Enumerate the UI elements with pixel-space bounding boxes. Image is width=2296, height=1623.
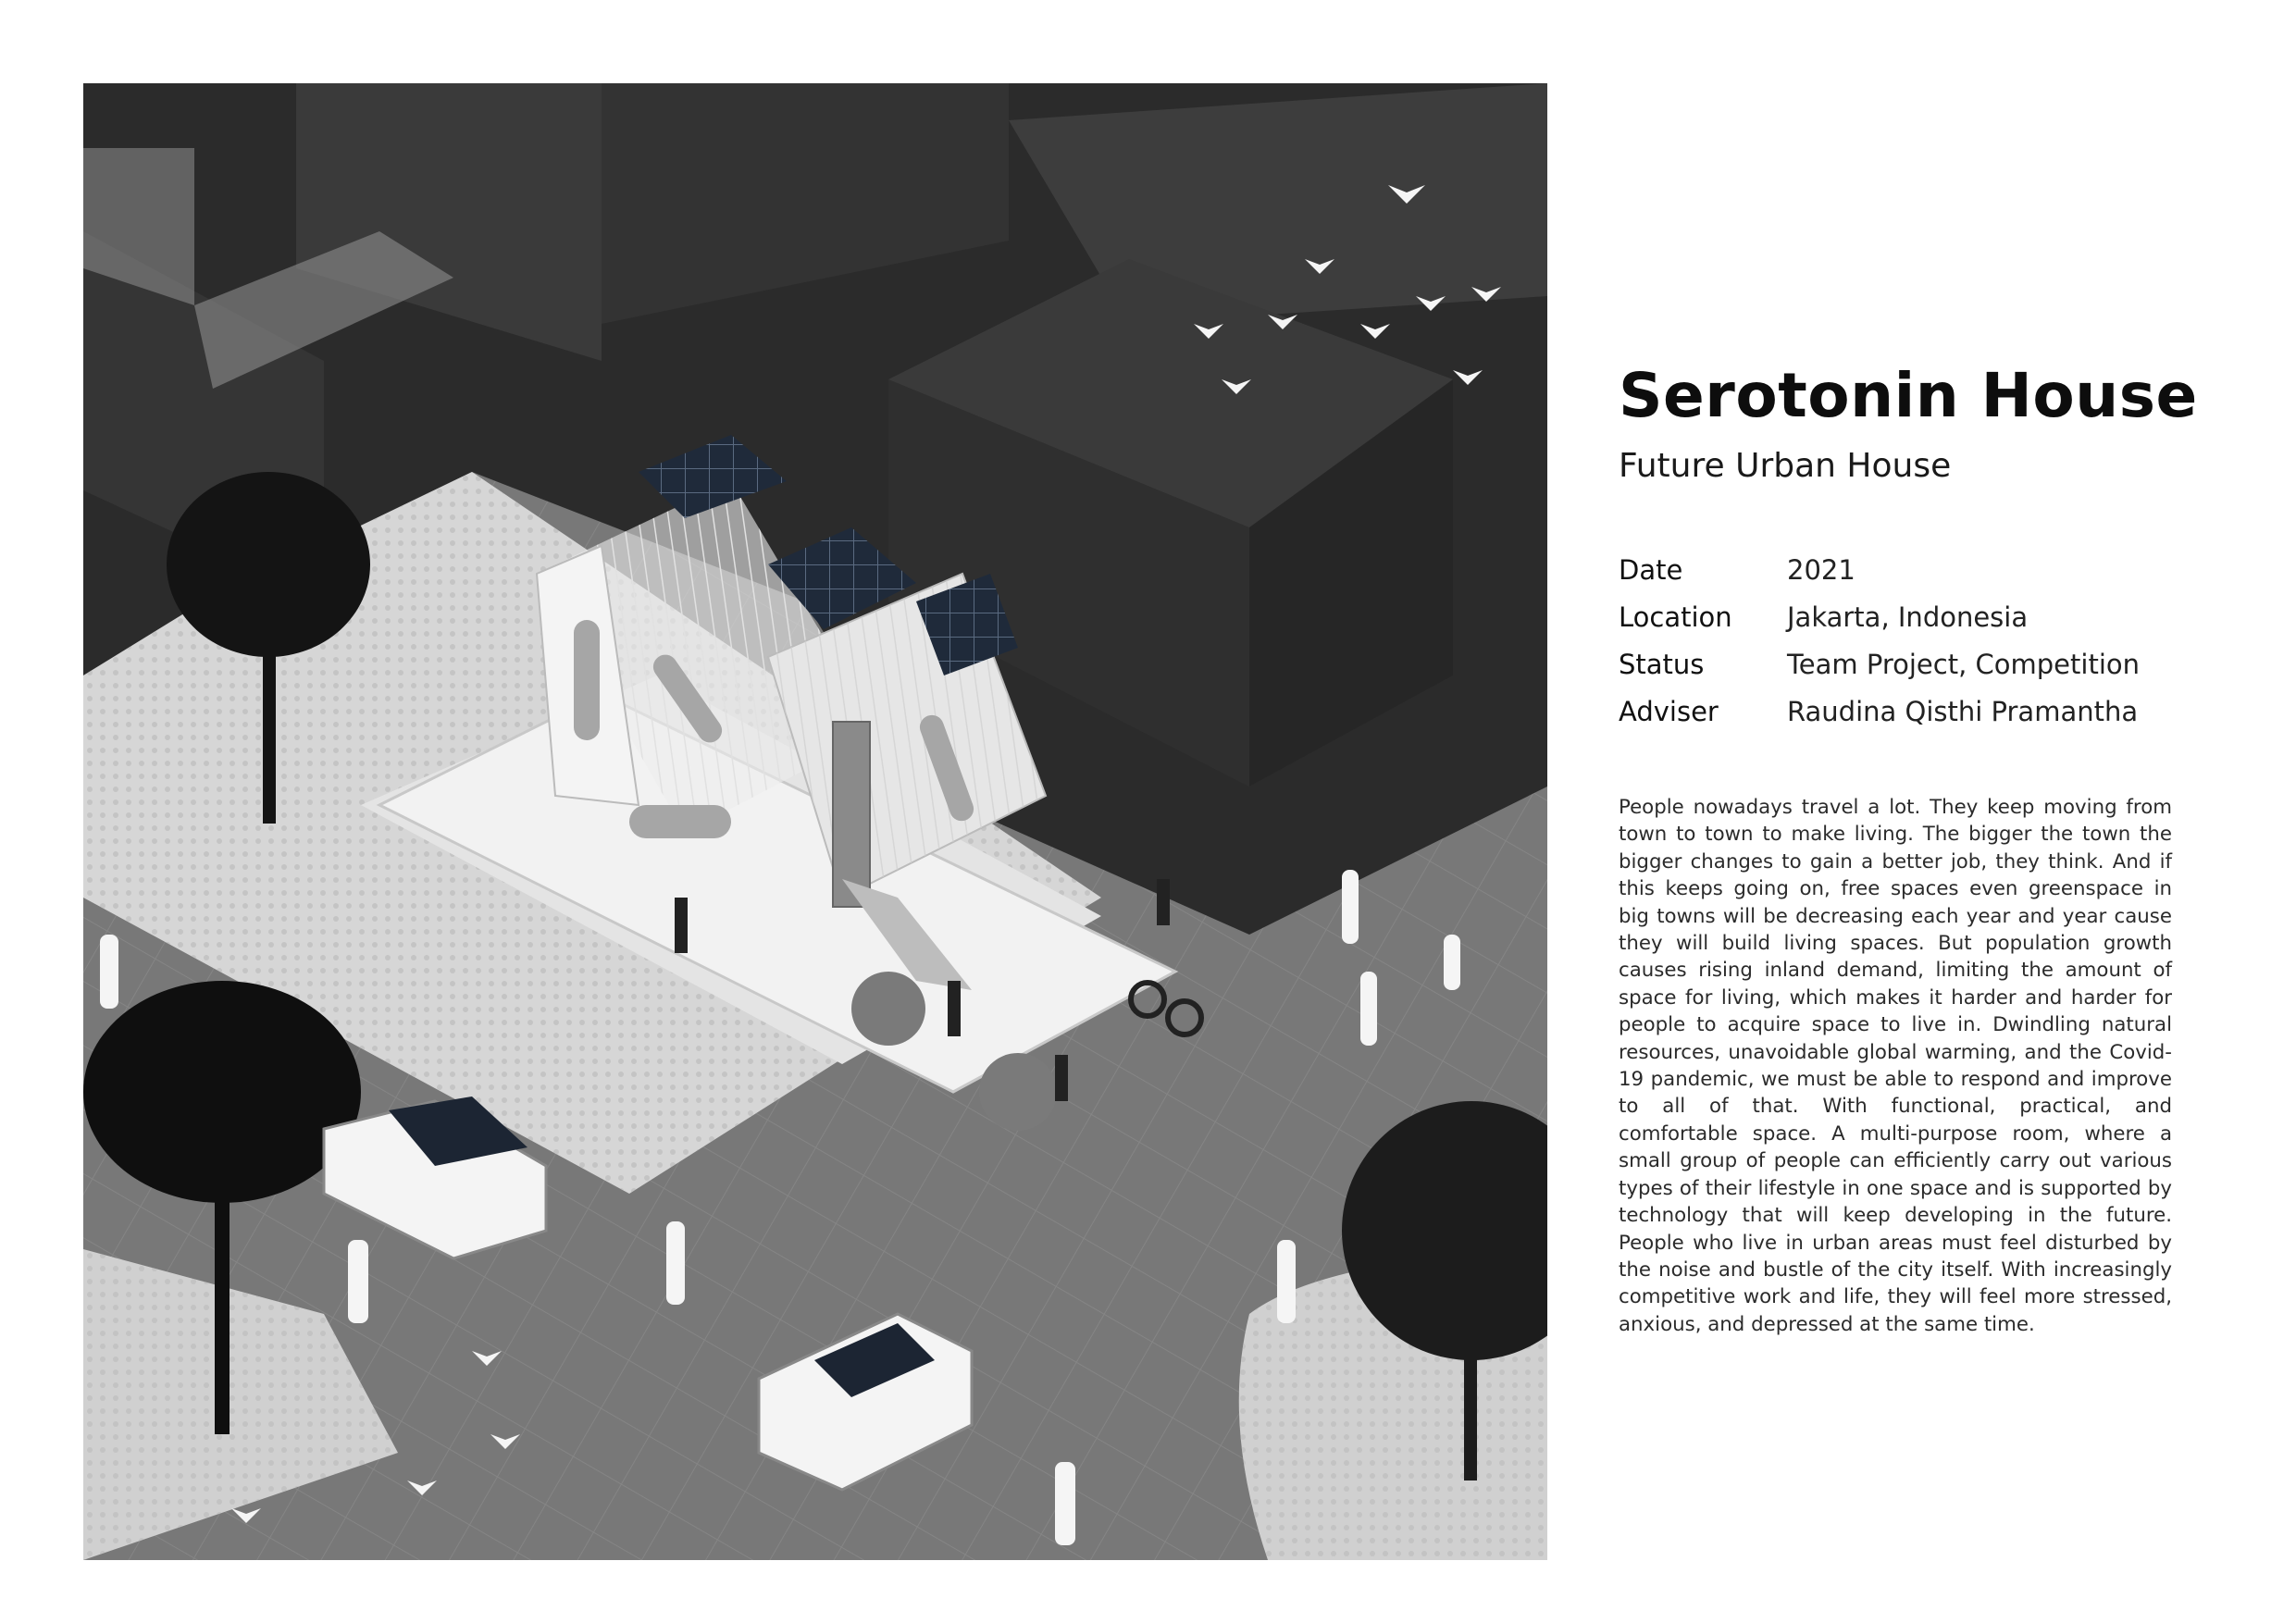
isometric-drawing (83, 83, 1547, 1560)
detail-row-date (1619, 546, 2183, 593)
project-info-panel (1619, 360, 2198, 1357)
detail-row-location (1619, 593, 2183, 640)
detail-value: Team Project, Competition (1787, 648, 2140, 680)
project-title: Serotonin House (1619, 360, 2198, 431)
project-subtitle: Future Urban House (1619, 447, 1952, 485)
detail-label: Adviser (1619, 695, 1719, 727)
detail-label: Status (1619, 648, 1705, 680)
detail-label: Date (1619, 553, 1683, 586)
detail-row-adviser (1619, 688, 2183, 735)
axonometric-illustration (83, 83, 1547, 1560)
detail-value: Raudina Qisthi Pramantha (1787, 695, 2139, 727)
detail-row-status (1619, 640, 2183, 688)
detail-value: Jakarta, Indonesia (1787, 601, 2029, 633)
detail-label: Location (1619, 601, 1732, 633)
detail-value: 2021 (1787, 553, 1855, 586)
project-description: People nowadays travel a lot. They keep moving from town to town to make living. The bigger the town the bigger changes to gain a better job, they think. And if this keeps going on, free spaces even greenspace in big towns will be decreasing each year and year cause they will build living spaces. But population growth causes rising inland demand, limiting the amount of space for living, which makes it harder and harder for people to acquire space to live in. Dwindling natural resources, unavoidable global warming, and the Covid-19 pandemic, we must be able to respond and improve to all of that. With functional, practical, and comfortable space. A multi-purpose room, where a small group of people can efficiently carry out various types of their lifestyle in one space and is supported by technology that will keep developing in the future. People who live in urban areas must feel disturbed by the noise and bustle of the city itself. With increasingly competitive work and life, they will feel more stressed, anxious, and depressed at the same time. (1619, 796, 2172, 1336)
project-details (1619, 546, 2183, 735)
